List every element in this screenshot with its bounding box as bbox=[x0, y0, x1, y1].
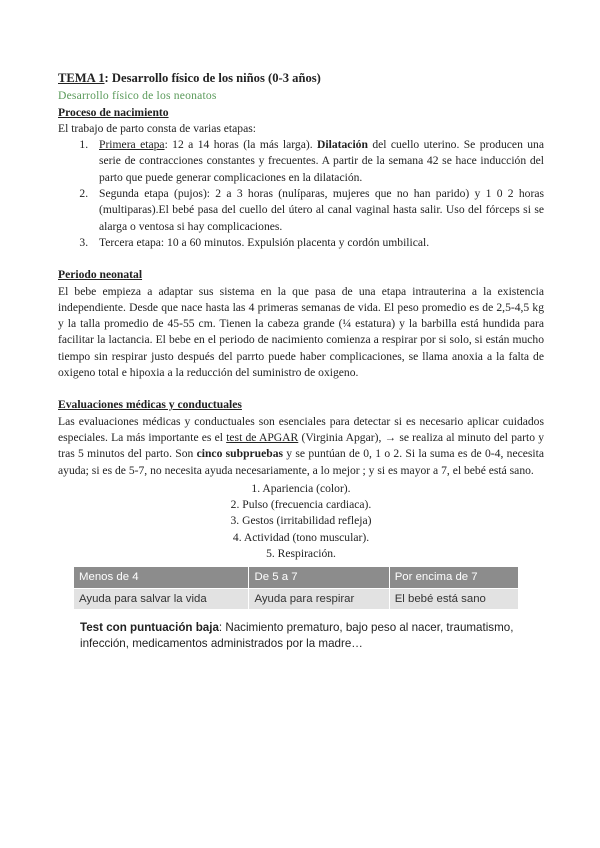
title-prefix: TEMA 1 bbox=[58, 71, 105, 85]
neonatal-paragraph: El bebe empieza a adaptar sus sistema en la que pasa de una etapa intrauterina a la existencia independiente. Desde que nace hasta las 4 primeras semanas de vida. El peso promedio es de 2,5-4,5 kg y la talla promedio de 45-55 cm. Tienen la cabeza grande (¼ estatura) y la barbilla está hundida para facilitar la lactancia. El bebe en el periodo de nacimiento comienza a respirar por si solo, si están mucho tiempo sin respirar justo después del parrto puede haber complicaciones, se llama anoxia a la falta de oxigeno total e hipoxia a la reducción del suministro de oxigeno. bbox=[58, 284, 544, 380]
birth-heading: Proceso de nacimiento bbox=[58, 105, 169, 119]
table-header-row bbox=[74, 567, 519, 588]
list-item: 2. Pulso (frecuencia cardiaca). bbox=[230, 498, 372, 512]
list-item: 3. Gestos (irritabilidad refleja) bbox=[230, 514, 372, 528]
apgar-link-text: test de APGAR bbox=[226, 430, 299, 444]
table-cell: Ayuda para salvar la vida bbox=[74, 588, 249, 609]
low-score-note: Test con puntuación baja: Nacimiento prematuro, bajo peso al nacer, traumatismo, infección, medicamentos administrados por la madre… bbox=[80, 620, 514, 650]
list-item: 2. Segunda etapa (pujos): 2 a 3 horas (nulíparas, mujeres que no han parido) y 1 0 2 horas (multiparas).El bebé pasa del cuello del útero al canal vaginal hasta salir. Uso del fórceps si se alarga o ventosa si hay complicaciones. bbox=[91, 186, 544, 235]
document-page bbox=[58, 70, 544, 652]
list-item: 4. Actividad (tono muscular). bbox=[232, 530, 370, 544]
list-item: 1. Apariencia (color). bbox=[251, 481, 351, 495]
evaluations-paragraph: Las evaluaciones médicas y conductuales son esenciales para detectar si es necesario aplicar cuidados especiales. La más importante es el test de APGAR (Virginia Apgar), → se realiza al minuto del parto y tras 5 minutos del parto. Son cinco subpruebas y se puntúan de 0, 1 o 2. Si la suma es de 0-4, necesita ayuda; si es de 5-7, no necesita ayuda necesariamente, a lo mejor ; y si es mayor a 7, el bebé está sano. bbox=[58, 414, 545, 477]
table-header-cell: De 5 a 7 bbox=[249, 567, 389, 588]
apgar-criteria-list bbox=[58, 481, 544, 562]
list-item: 3. Tercera etapa: 10 a 60 minutos. Expulsión placenta y cordón umbilical. bbox=[91, 235, 544, 251]
birth-intro: El trabajo de parto consta de varias etapas: bbox=[58, 121, 256, 135]
neonatal-heading: Periodo neonatal bbox=[58, 268, 143, 282]
table-row bbox=[74, 588, 519, 609]
title-rest: : Desarrollo físico de los niños (0-3 años) bbox=[104, 71, 321, 85]
table-header-cell: Por encima de 7 bbox=[389, 567, 518, 588]
list-item: 1. Primera etapa: 12 a 14 horas (la más larga). Dilatación del cuello uterino. Se producen una serie de contracciones constantes y frecuentes. A partir de la semana 42 se hace inducción del parto que puede generar complicaciones en la dilatación. bbox=[91, 137, 544, 186]
section-subtitle: Desarrollo físico de los neonatos bbox=[58, 89, 217, 103]
table-cell: Ayuda para respirar bbox=[249, 588, 389, 609]
apgar-score-table bbox=[73, 566, 519, 610]
birth-steps-list bbox=[58, 137, 544, 251]
table-cell: El bebé está sano bbox=[389, 588, 518, 609]
table-header-cell: Menos de 4 bbox=[74, 567, 249, 588]
document-title bbox=[58, 70, 544, 86]
evaluations-heading: Evaluaciones médicas y conductuales bbox=[58, 398, 242, 412]
list-item: 5. Respiración. bbox=[266, 547, 336, 561]
